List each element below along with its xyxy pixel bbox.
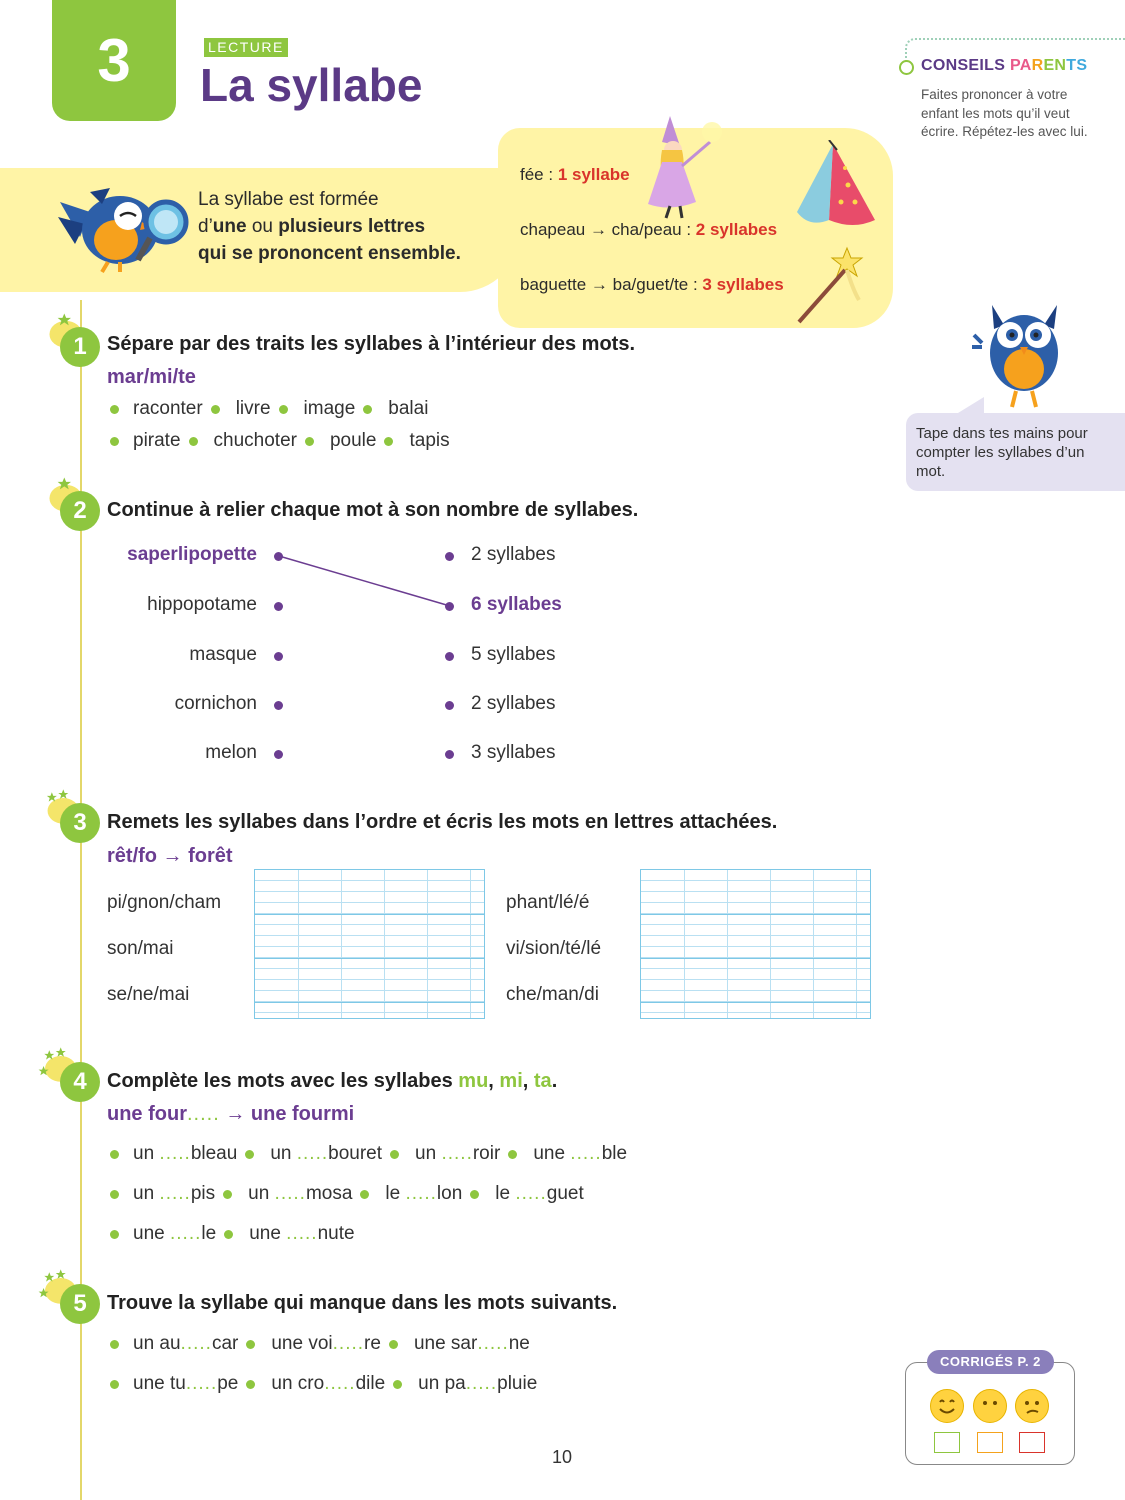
match-left-dot[interactable] <box>274 701 283 710</box>
word-item: image <box>303 398 356 419</box>
checkbox-easy[interactable] <box>934 1432 960 1453</box>
exercise-5-row-1: un au ..... car une voi ..... re une sar ..... ne <box>110 1333 530 1355</box>
blank-field[interactable]: ..... <box>286 1223 318 1244</box>
parents-circle-icon <box>899 60 914 75</box>
chapter-number: 3 <box>52 0 176 121</box>
blank-field[interactable]: ..... <box>332 1333 365 1354</box>
match-right-word: 6 syllabes <box>471 594 562 615</box>
exercise-5-title: Trouve la syllabe qui manque dans les mots suivants. <box>107 1292 618 1314</box>
scrambled-word: che/man/di <box>506 984 599 1005</box>
blank-field[interactable]: ..... <box>477 1333 509 1354</box>
word-item: livre <box>235 398 271 419</box>
parents-title: CONSEILS PARENTS <box>921 57 1088 74</box>
match-right-word: 3 syllabes <box>471 742 556 763</box>
example-baguette: baguette → ba/guet/te : 3 syllabes <box>520 275 784 294</box>
scrambled-word: vi/sion/té/lé <box>506 938 602 959</box>
section-tag: LECTURE <box>204 38 288 57</box>
exercise-1-title: Sépare par des traits les syllabes à l’intérieur des mots. <box>107 333 636 355</box>
exercise-2-number: 2 <box>60 491 100 531</box>
exercise-1-example: mar/mi/te <box>107 366 196 388</box>
blank-field[interactable]: ..... <box>185 1373 218 1394</box>
match-left-dot[interactable] <box>274 750 283 759</box>
word-item: chuchoter <box>213 430 297 451</box>
exercise-3-example: rêt/fo → forêt <box>107 845 233 867</box>
exercise-1-row-1 <box>110 398 428 420</box>
match-left-dot[interactable] <box>274 652 283 661</box>
match-right-word: 2 syllabes <box>471 544 556 565</box>
exercise-5-row-2: une tu ..... pe un cro ..... dile un pa ..... pluie <box>110 1373 537 1395</box>
exercise-4-title: Complète les mots avec les syllabes mu, mi, ta. <box>107 1070 558 1092</box>
word-item: balai <box>388 398 429 419</box>
exercise-4-row-3: une ..... le une ..... nute <box>110 1223 355 1245</box>
checkbox-hard[interactable] <box>1019 1432 1045 1453</box>
match-left-word: cornichon <box>174 693 257 714</box>
scrambled-word: son/mai <box>107 938 174 959</box>
blank-field[interactable]: ..... <box>465 1373 498 1394</box>
page-number: 10 <box>552 1447 573 1467</box>
corriges-label: CORRIGÉS P. 2 <box>927 1350 1054 1374</box>
scrambled-word: phant/lé/é <box>506 892 590 913</box>
happy-face-icon <box>930 1389 964 1423</box>
blank-field[interactable]: ..... <box>441 1143 473 1164</box>
blank-field[interactable]: ..... <box>180 1333 212 1354</box>
exercise-3-title: Remets les syllabes dans l’ordre et écris les mots en lettres attachées. <box>107 811 778 833</box>
exercise-1-number: 1 <box>60 327 100 367</box>
blank-field[interactable]: ..... <box>159 1183 191 1204</box>
match-left-word: saperlipopette <box>127 544 257 565</box>
blank-field[interactable]: ..... <box>324 1373 356 1394</box>
blank-field[interactable]: ..... <box>296 1143 329 1164</box>
blank-field[interactable]: ..... <box>169 1223 202 1244</box>
page-title: La syllabe <box>200 59 423 111</box>
word-item: raconter <box>133 398 203 419</box>
match-right-word: 5 syllabes <box>471 644 556 665</box>
word-item: pirate <box>133 430 181 451</box>
owl-clapping-icon <box>972 295 1077 413</box>
owl-magnifier-icon <box>50 182 195 274</box>
match-right-word: 2 syllabes <box>471 693 556 714</box>
sad-face-icon <box>1015 1389 1049 1423</box>
pointed-hat-icon <box>793 140 878 232</box>
neutral-face-icon <box>973 1389 1007 1423</box>
fairy-icon <box>640 112 728 220</box>
scrambled-word: se/ne/mai <box>107 984 190 1005</box>
exercise-4-row-1: un ..... bleau un ..... bouret un ..... roir une ..... ble <box>110 1143 627 1165</box>
magic-wand-icon <box>795 240 870 325</box>
match-left-word: hippopotame <box>147 594 257 615</box>
exercise-3-number: 3 <box>60 803 100 843</box>
blank-field[interactable]: ..... <box>570 1143 602 1164</box>
match-line <box>270 548 460 618</box>
exercise-4-number: 4 <box>60 1062 100 1102</box>
intro-text: La syllabe est formée d’une ou plusieurs lettres qui se prononcent ensemble. <box>198 189 461 264</box>
example-fee: fée : 1 syllabe <box>520 165 630 184</box>
exercise-2-title: Continue à relier chaque mot à son nombre de syllabes. <box>107 499 639 521</box>
writing-grid[interactable] <box>640 869 871 1019</box>
exercise-5-number: 5 <box>60 1284 100 1324</box>
match-left-word: masque <box>189 644 257 665</box>
tip-text: Tape dans tes mains pour compter les syllabes d’un mot. <box>916 425 1088 480</box>
exercise-1-row-2 <box>110 430 450 452</box>
blank-field[interactable]: ..... <box>515 1183 547 1204</box>
blank-field[interactable]: ..... <box>159 1143 191 1164</box>
exercise-4-row-2: un ..... pis un ..... mosa le ..... lon le ..... guet <box>110 1183 584 1205</box>
blank-field[interactable]: ..... <box>405 1183 437 1204</box>
exercise-4-example: une four..... → une fourmi <box>107 1103 355 1125</box>
match-right-dot[interactable] <box>445 652 454 661</box>
blank-field[interactable]: ..... <box>274 1183 306 1204</box>
word-item: poule <box>329 430 377 451</box>
writing-grid[interactable] <box>254 869 485 1019</box>
match-left-word: melon <box>205 742 257 763</box>
checkbox-medium[interactable] <box>977 1432 1003 1453</box>
scrambled-word: pi/gnon/cham <box>107 892 222 913</box>
parents-text: Faites prononcer à votre enfant les mots qu’il veut écrire. Répétez-les avec lui. <box>921 87 1088 139</box>
match-right-dot[interactable] <box>445 750 454 759</box>
word-item: tapis <box>409 430 450 451</box>
match-right-dot[interactable] <box>445 701 454 710</box>
example-chapeau: chapeau → cha/peau : 2 syllabes <box>520 220 778 239</box>
